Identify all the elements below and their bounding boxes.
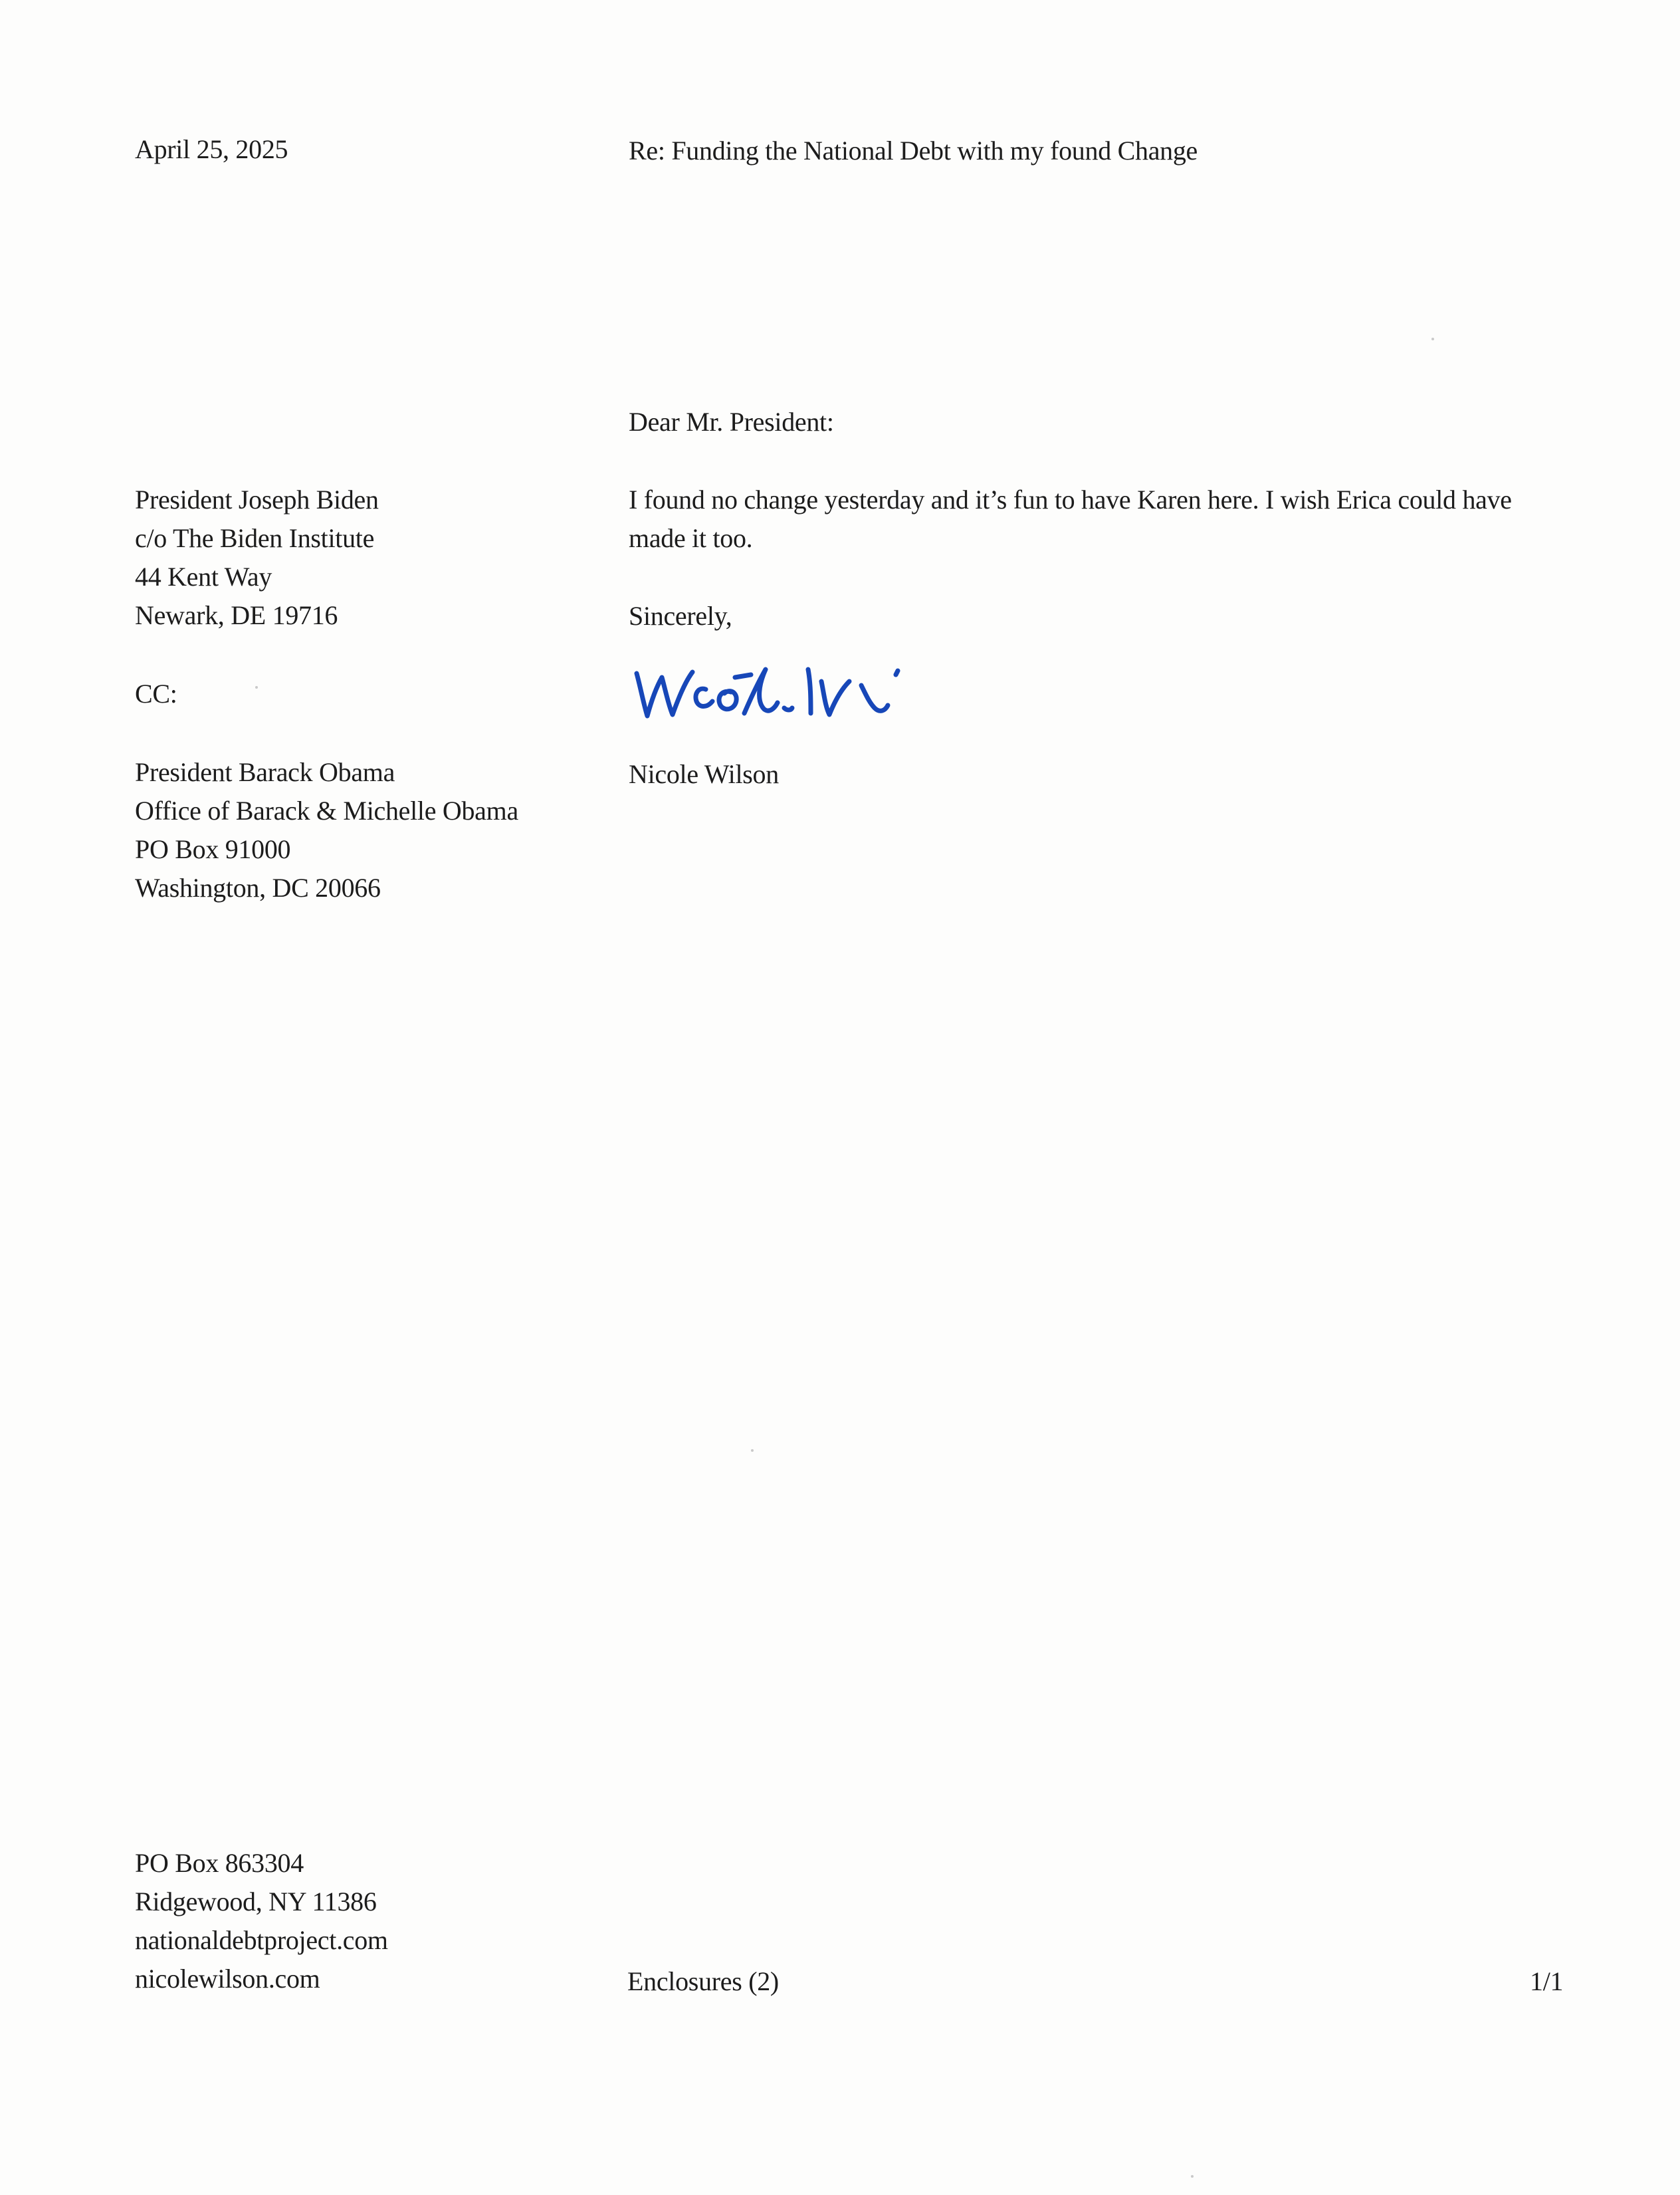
scan-speck — [751, 1449, 754, 1452]
sender-address-line: Ridgewood, NY 11386 — [135, 1887, 377, 1916]
sender-address-line: nationaldebtproject.com — [135, 1925, 388, 1955]
closing: Sincerely, — [629, 601, 732, 631]
cc-address — [135, 753, 518, 907]
cc-label: CC: — [135, 679, 177, 709]
recipient-address-line: c/o The Biden Institute — [135, 523, 375, 553]
signature-image — [627, 655, 920, 728]
subject-line: Re: Funding the National Debt with my found Change — [629, 136, 1198, 166]
signer-name: Nicole Wilson — [629, 759, 779, 789]
letter-body: I found no change yesterday and it’s fun to have Karen here. I wish Erica could have made it too. — [629, 485, 1512, 553]
salutation: Dear Mr. President: — [629, 407, 834, 437]
recipient-address-line: President Joseph Biden — [135, 485, 379, 515]
page-number: 1/1 — [1530, 1966, 1564, 1996]
cc-address-line: President Barack Obama — [135, 757, 395, 787]
sender-address-line: PO Box 863304 — [135, 1848, 304, 1878]
recipient-address-line: Newark, DE 19716 — [135, 600, 338, 630]
sender-address-line: nicolewilson.com — [135, 1964, 320, 1994]
cc-address-line: Washington, DC 20066 — [135, 873, 381, 903]
scan-speck — [1431, 338, 1434, 340]
scan-speck — [1191, 2175, 1194, 2178]
cc-address-line: PO Box 91000 — [135, 834, 291, 864]
recipient-address-line: 44 Kent Way — [135, 562, 272, 592]
enclosures-note: Enclosures (2) — [627, 1966, 779, 1996]
scan-speck — [255, 686, 258, 689]
recipient-address — [135, 481, 379, 635]
sender-address — [135, 1844, 388, 1998]
cc-address-line: Office of Barack & Michelle Obama — [135, 796, 518, 826]
letter-date: April 25, 2025 — [135, 134, 288, 164]
